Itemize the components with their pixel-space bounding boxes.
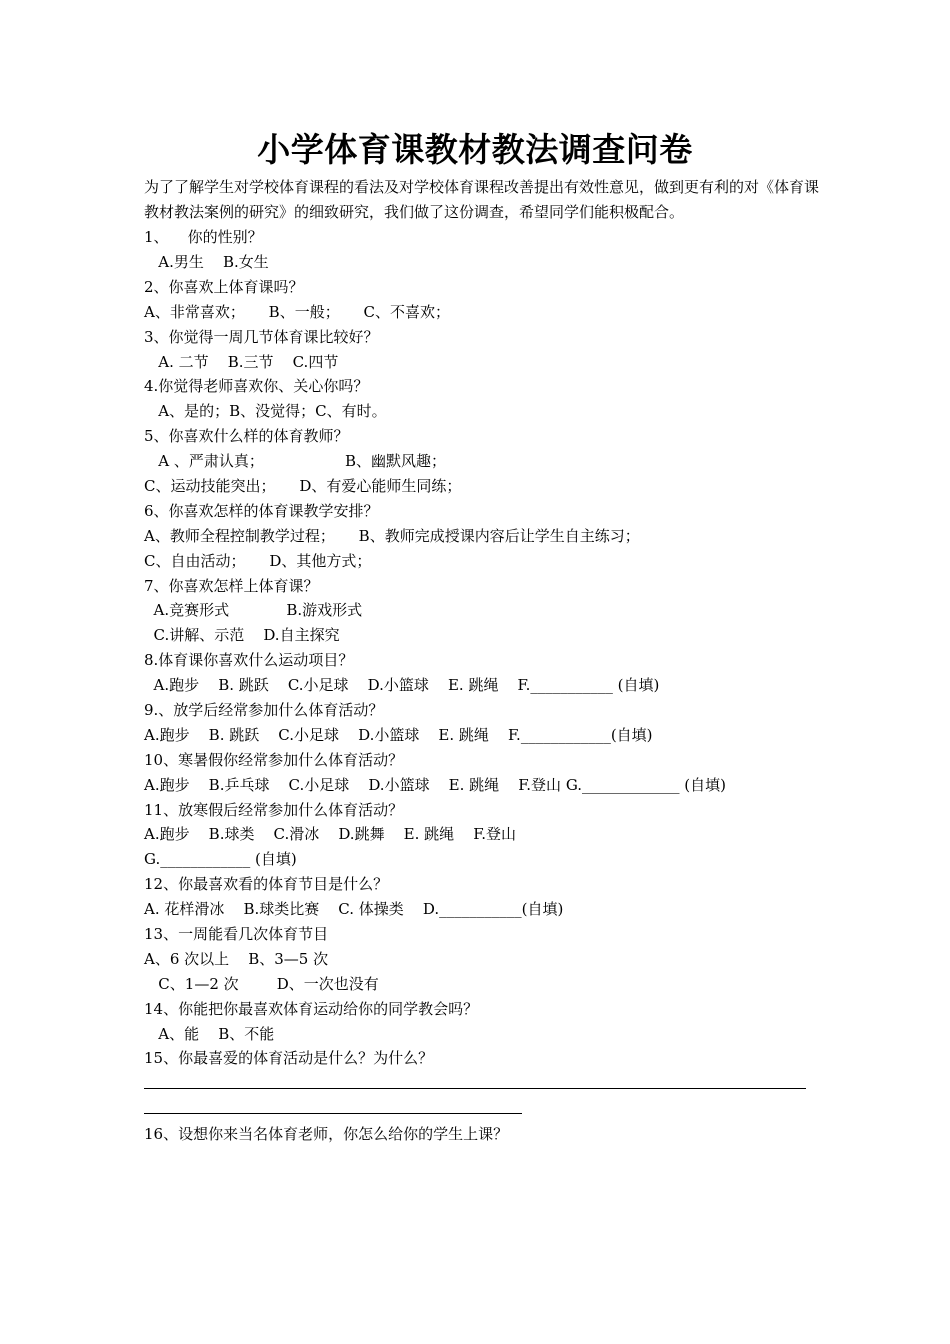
- answer-line: A.跑步 B.球类 C.滑冰 D.跳舞 E. 跳绳 F.登山: [144, 825, 517, 843]
- question-line: 8.体育课你喜欢什么运动项目？: [144, 651, 354, 669]
- answer-line: A、教师全程控制教学过程； B、教师完成授课内容后让学生自主练习；: [144, 527, 640, 545]
- answer-line: C、1—2 次 D、一次也没有: [144, 975, 379, 993]
- question-line: 13、一周能看几次体育节目: [144, 925, 329, 943]
- answer-line: A、是的；B、没觉得；C、有时。: [144, 402, 387, 420]
- intro-paragraph: 为了了解学生对学校体育课程的看法及对学校体育课程改善提出有效性意见，做到更有利的对《体育课教材教法案例的研究》的细致研究，我们做了这份调查，希望同学们能积极配合。: [144, 178, 820, 221]
- answer-line: C.讲解、示范 D.自主探究: [144, 626, 340, 644]
- answer-line: A 、严肃认真； B、幽默风趣；: [144, 452, 446, 470]
- answer-line: A、非常喜欢； B、一般； C、不喜欢；: [144, 303, 451, 321]
- answer-blank-line: [144, 1088, 806, 1089]
- question-line: 11、放寒假后经常参加什么体育活动？: [144, 801, 404, 819]
- question-line: 3、你觉得一周几节体育课比较好？: [144, 328, 379, 346]
- question-line: 15、你最喜爱的体育活动是什么？为什么？: [144, 1049, 434, 1067]
- answer-line: A. 花样滑冰 B.球类比赛 C. 体操类 D.___________(自填): [144, 900, 564, 918]
- question-line: 10、寒暑假你经常参加什么体育活动？: [144, 751, 404, 769]
- question-line: 14、你能把你最喜欢体育运动给你的同学教会吗？: [144, 1000, 479, 1018]
- question-line: 1、 你的性别？: [144, 228, 263, 246]
- question-line: 16、设想你来当名体育老师，你怎么给你的学生上课？: [144, 1125, 509, 1143]
- question-line: 2、你喜欢上体育课吗？: [144, 278, 304, 296]
- answer-line: A.跑步 B. 跳跃 C.小足球 D.小篮球 E. 跳绳 F.____________(自填): [144, 726, 653, 744]
- answer-blank-line: [144, 1113, 522, 1114]
- question-line: 6、你喜欢怎样的体育课教学安排？: [144, 502, 379, 520]
- answer-line: A、6 次以上 B、3—5 次: [144, 950, 329, 968]
- answer-line: A、能 B、不能: [144, 1025, 275, 1043]
- answer-line: C、自由活动； D、其他方式；: [144, 552, 372, 570]
- answer-line: A.跑步 B. 跳跃 C.小足球 D.小篮球 E. 跳绳 F.___________ (自填): [144, 676, 660, 694]
- question-line: 7、你喜欢怎样上体育课？: [144, 577, 319, 595]
- page-title: 小学体育课教材教法调查问卷: [257, 130, 693, 169]
- question-line: 12、你最喜欢看的体育节目是什么？: [144, 875, 389, 893]
- answer-line: A.跑步 B.乒乓球 C.小足球 D.小篮球 E. 跳绳 F.登山 G._____________ (自填): [144, 776, 727, 794]
- answer-line: A.竞赛形式 B.游戏形式: [144, 601, 363, 619]
- question-line: 4.你觉得老师喜欢你、关心你吗？: [144, 377, 369, 395]
- question-line: 9.、放学后经常参加什么体育活动？: [144, 701, 384, 719]
- question-line: 5、你喜欢什么样的体育教师？: [144, 427, 349, 445]
- answer-line: A. 二节 B.三节 C.四节: [144, 353, 339, 371]
- answer-line: G.____________ (自填): [144, 850, 297, 868]
- answer-line: C、运动技能突出； D、有爱心能师生同练；: [144, 477, 462, 495]
- answer-line: A.男生 B.女生: [144, 253, 269, 271]
